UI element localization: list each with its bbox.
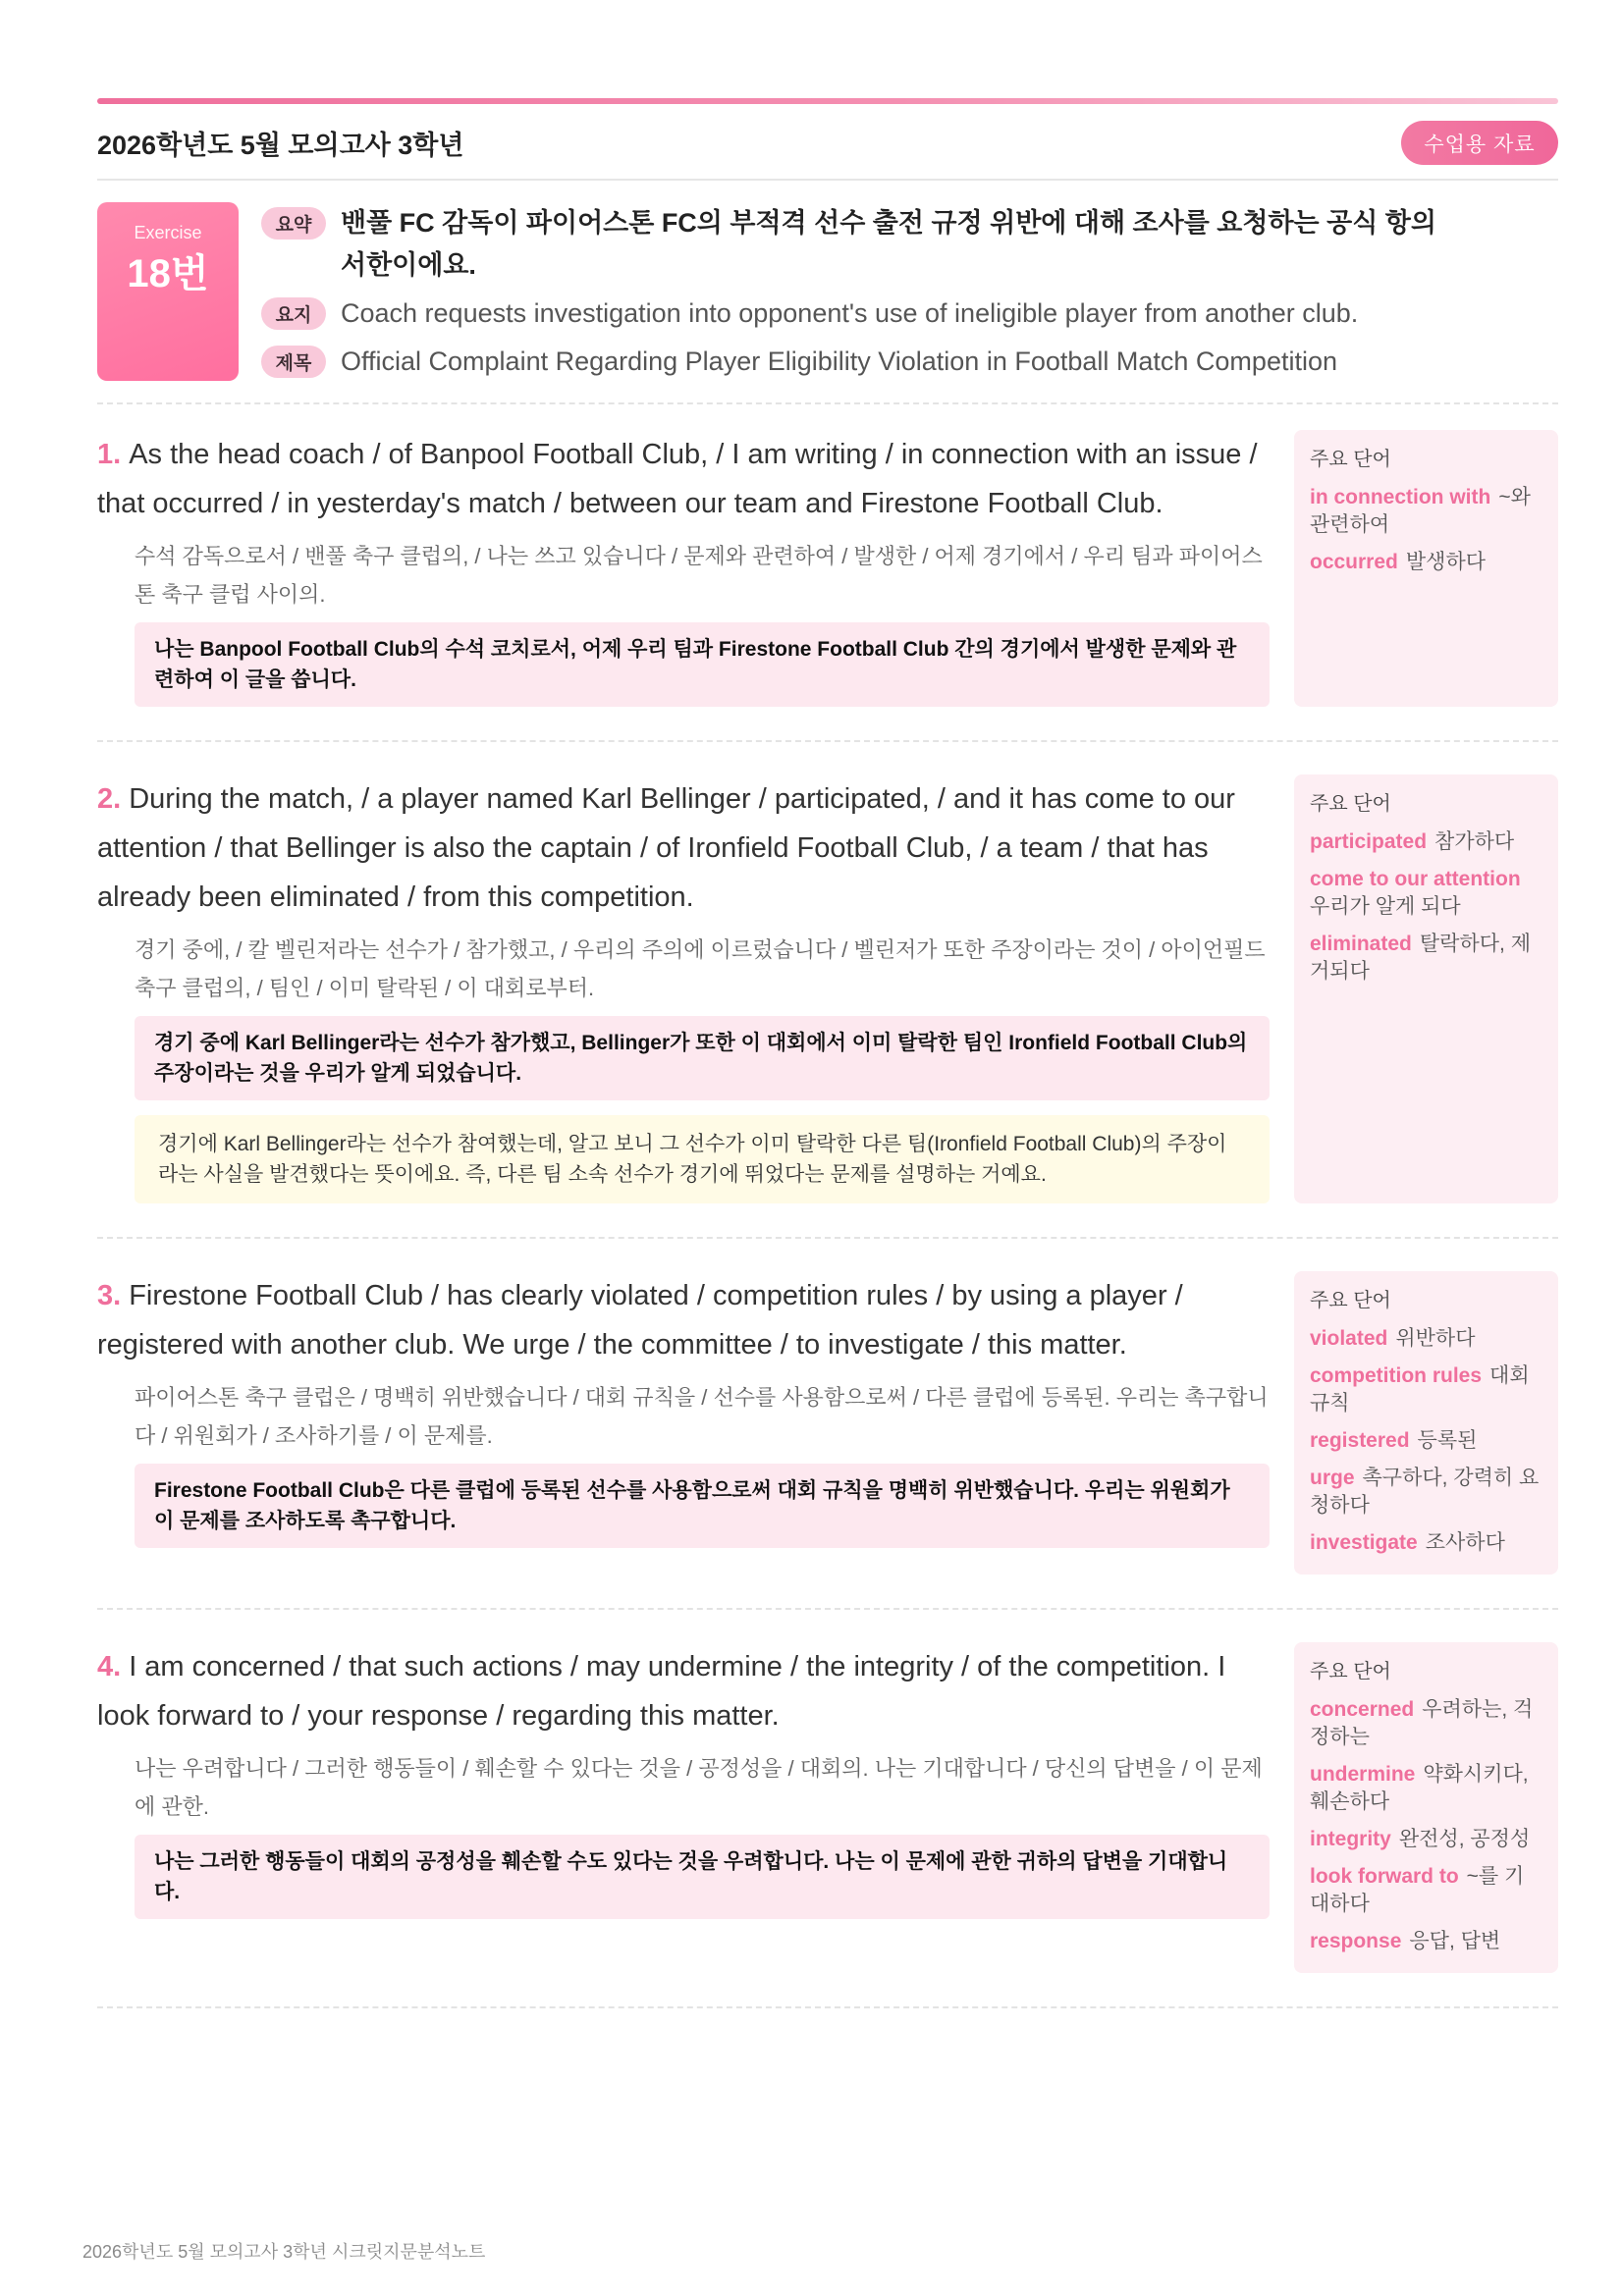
vocab-meaning: 위반하다 — [1395, 1327, 1476, 1350]
vocab-box — [1294, 1642, 1558, 1973]
header-divider — [97, 179, 1558, 181]
vocab-meaning: 촉구하다, 강력히 요청하다 — [1310, 1467, 1540, 1517]
vocab-box — [1294, 774, 1558, 1203]
overview — [97, 202, 1558, 383]
vocab-term: violated — [1310, 1327, 1388, 1350]
vocab-meaning: ~와 관련하여 — [1310, 486, 1531, 536]
exercise-number-box — [97, 202, 239, 381]
chunk-gloss: 수석 감독으로서 / 밴풀 축구 클럽의, / 나는 쓰고 있습니다 / 문제와 관련하여 / 발생한 / 어제 경기에서 / 우리 팀과 파이어스톤 축구 클럽 사이의. — [135, 544, 1263, 607]
vocab-item — [1310, 1362, 1542, 1417]
vocab-term: competition rules — [1310, 1364, 1483, 1387]
chunk-gloss: 나는 우려합니다 / 그러한 행동들이 / 훼손할 수 있다는 것을 / 공정성을 / 대회의. 나는 기대합니다 / 당신의 답변을 / 이 문제에 관한. — [135, 1756, 1263, 1819]
sentence-analysis — [135, 537, 1270, 707]
vocab-item — [1310, 549, 1542, 576]
vocab-term: registered — [1310, 1429, 1410, 1452]
vocab-term: investigate — [1310, 1531, 1418, 1554]
vocab-meaning: ~를 기대하다 — [1310, 1865, 1525, 1915]
sentence-block-1 — [97, 430, 1558, 707]
class-material-badge: 수업용 자료 — [1401, 121, 1558, 165]
vocab-heading: 주요 단어 — [1310, 1661, 1391, 1682]
vocab-item — [1310, 1826, 1542, 1853]
vocab-term: response — [1310, 1930, 1402, 1952]
overview-rows — [261, 202, 1558, 383]
english-text: As the head coach / of Banpool Football Club, / I am writing / in connection with an issue / that occurred / in yesterday's match / between our team and Firestone Football Club. — [97, 439, 1258, 519]
sentence-number: 4. — [97, 1651, 122, 1682]
vocab-heading: 주요 단어 — [1310, 793, 1391, 815]
vocab-meaning: 우려하는, 걱정하는 — [1310, 1698, 1534, 1748]
vocab-term: integrity — [1310, 1828, 1391, 1850]
sentence-main — [97, 430, 1270, 707]
gist-text: Coach requests investigation into opponent's use of ineligible player from another club. — [341, 298, 1359, 328]
vocab-term: urge — [1310, 1467, 1355, 1489]
summary-row — [261, 202, 1558, 287]
vocab-meaning: 조사하다 — [1425, 1531, 1505, 1554]
english-text: During the match, / a player named Karl Bellinger / participated, / and it has come to our attention / that Bellinger is also the captain / of Ironfield Football Club, / a team / that has already been eliminated / from this competition. — [97, 783, 1235, 913]
vocab-item — [1310, 1529, 1542, 1557]
vocab-meaning: 응답, 답변 — [1409, 1930, 1501, 1952]
vocab-term: look forward to — [1310, 1865, 1459, 1888]
english-text: Firestone Football Club / has clearly violated / competition rules / by using a player / registered with another club. We urge / the committee / to investigate / this matter. — [97, 1280, 1183, 1361]
sentence-number: 3. — [97, 1280, 122, 1311]
sentence-block-2 — [97, 774, 1558, 1203]
vocab-term: come to our attention — [1310, 868, 1521, 890]
chunk-gloss: 경기 중에, / 칼 벨린저라는 선수가 / 참가했고, / 우리의 주의에 이르렀습니다 / 벨린저가 또한 주장이라는 것이 / 아이언필드 축구 클럽의, / 팀인 / 이미 탈락된 / 이 대회로부터. — [135, 937, 1266, 1000]
sentence-analysis — [135, 931, 1270, 1203]
vocab-meaning: 등록된 — [1417, 1429, 1478, 1452]
section-divider — [97, 740, 1558, 742]
gist-tag: 요지 — [261, 297, 326, 330]
vocab-heading: 주요 단어 — [1310, 449, 1391, 470]
english-sentence — [97, 430, 1270, 528]
korean-translation: 경기 중에 Karl Bellinger라는 선수가 참가했고, Bellinger가 또한 이 대회에서 이미 탈락한 팀인 Ironfield Football Club의 주장이라는 것을 우리가 알게 되었습니다. — [135, 1016, 1270, 1100]
vocab-meaning: 발생하다 — [1405, 551, 1487, 573]
english-sentence — [97, 1271, 1270, 1369]
vocab-item — [1310, 1696, 1542, 1751]
vocab-meaning: 대회 규칙 — [1310, 1364, 1530, 1415]
vocab-item — [1310, 1427, 1542, 1455]
sentence-analysis — [135, 1378, 1270, 1548]
vocab-box — [1294, 430, 1558, 707]
section-divider — [97, 1608, 1558, 1610]
vocab-item — [1310, 1863, 1542, 1918]
sentence-block-4 — [97, 1642, 1558, 1973]
vocab-meaning: 탈락하다, 제거되다 — [1310, 933, 1531, 983]
vocab-term: participated — [1310, 830, 1428, 853]
vocab-box — [1294, 1271, 1558, 1575]
sentence-block-3 — [97, 1271, 1558, 1575]
vocab-item — [1310, 866, 1542, 921]
sentence-number: 1. — [97, 439, 122, 470]
section-divider — [97, 402, 1558, 404]
vocab-item — [1310, 484, 1542, 539]
section-divider — [97, 1237, 1558, 1239]
sentence-analysis — [135, 1749, 1270, 1919]
korean-translation: 나는 Banpool Football Club의 수석 코치로서, 어제 우리 팀과 Firestone Football Club 간의 경기에서 발생한 문제와 관련하여 이 글을 씁니다. — [135, 622, 1270, 707]
vocab-heading: 주요 단어 — [1310, 1290, 1391, 1311]
vocab-item — [1310, 1325, 1542, 1353]
vocab-meaning: 참가하다 — [1434, 830, 1515, 853]
english-sentence — [97, 1642, 1270, 1740]
korean-translation: 나는 그러한 행동들이 대회의 공정성을 훼손할 수도 있다는 것을 우려합니다. 나는 이 문제에 관한 귀하의 답변을 기대합니다. — [135, 1835, 1270, 1919]
exercise-label: Exercise — [134, 223, 202, 242]
title-text: Official Complaint Regarding Player Eligibility Violation in Football Match Competition — [341, 347, 1337, 376]
english-sentence — [97, 774, 1270, 922]
vocab-meaning: 우리가 알게 되다 — [1310, 895, 1461, 918]
sentence-main — [97, 1642, 1270, 1973]
vocab-term: in connection with — [1310, 486, 1491, 508]
english-text: I am concerned / that such actions / may undermine / the integrity / of the competition. I look forward to / your response / regarding this matter. — [97, 1651, 1226, 1732]
section-divider — [97, 2006, 1558, 2008]
korean-translation: Firestone Football Club은 다른 클럽에 등록된 선수를 사용함으로써 대회 규칙을 명백히 위반했습니다. 우리는 위원회가 이 문제를 조사하도록 촉구합니다. — [135, 1464, 1270, 1548]
vocab-term: occurred — [1310, 551, 1398, 573]
page-title: 2026학년도 5월 모의고사 3학년 — [97, 131, 464, 160]
vocab-item — [1310, 828, 1542, 856]
vocab-item — [1310, 931, 1542, 986]
vocab-item — [1310, 1761, 1542, 1816]
chunk-gloss: 파이어스톤 축구 클럽은 / 명백히 위반했습니다 / 대회 규칙을 / 선수를 사용함으로써 / 다른 클럽에 등록된. 우리는 촉구합니다 / 위원회가 / 조사하기를 / 이 문제를. — [135, 1385, 1269, 1448]
exercise-number: 18번 — [127, 252, 209, 295]
title-tag: 제목 — [261, 346, 326, 378]
sentence-main — [97, 774, 1270, 1203]
vocab-item — [1310, 1465, 1542, 1520]
top-accent-bar — [97, 98, 1558, 104]
sentence-number: 2. — [97, 783, 122, 815]
vocab-meaning: 완전성, 공정성 — [1398, 1828, 1531, 1850]
page-footer: 2026학년도 5월 모의고사 3학년 시크릿지문분석노트 — [82, 2242, 486, 2262]
vocab-term: undermine — [1310, 1763, 1416, 1786]
sentence-main — [97, 1271, 1270, 1575]
vocab-term: eliminated — [1310, 933, 1412, 955]
summary-tag: 요약 — [261, 207, 326, 240]
title-row — [261, 341, 1558, 383]
vocab-meaning: 약화시키다, 훼손하다 — [1310, 1763, 1529, 1813]
header — [97, 121, 1558, 165]
summary-text: 밴풀 FC 감독이 파이어스톤 FC의 부적격 선수 출전 규정 위반에 대해 조사를 요청하는 공식 항의 서한이에요. — [341, 208, 1436, 280]
vocab-item — [1310, 1928, 1542, 1955]
explanation-note: 경기에 Karl Bellinger라는 선수가 참여했는데, 알고 보니 그 선수가 이미 탈락한 다른 팀(Ironfield Football Club)의 주장이라는 사실을 발견했다는 뜻이에요. 즉, 다른 팀 소속 선수가 경기에 뛰었다는 문제를 설명하는 거예요. — [135, 1115, 1270, 1203]
gist-row — [261, 293, 1558, 335]
vocab-term: concerned — [1310, 1698, 1415, 1721]
